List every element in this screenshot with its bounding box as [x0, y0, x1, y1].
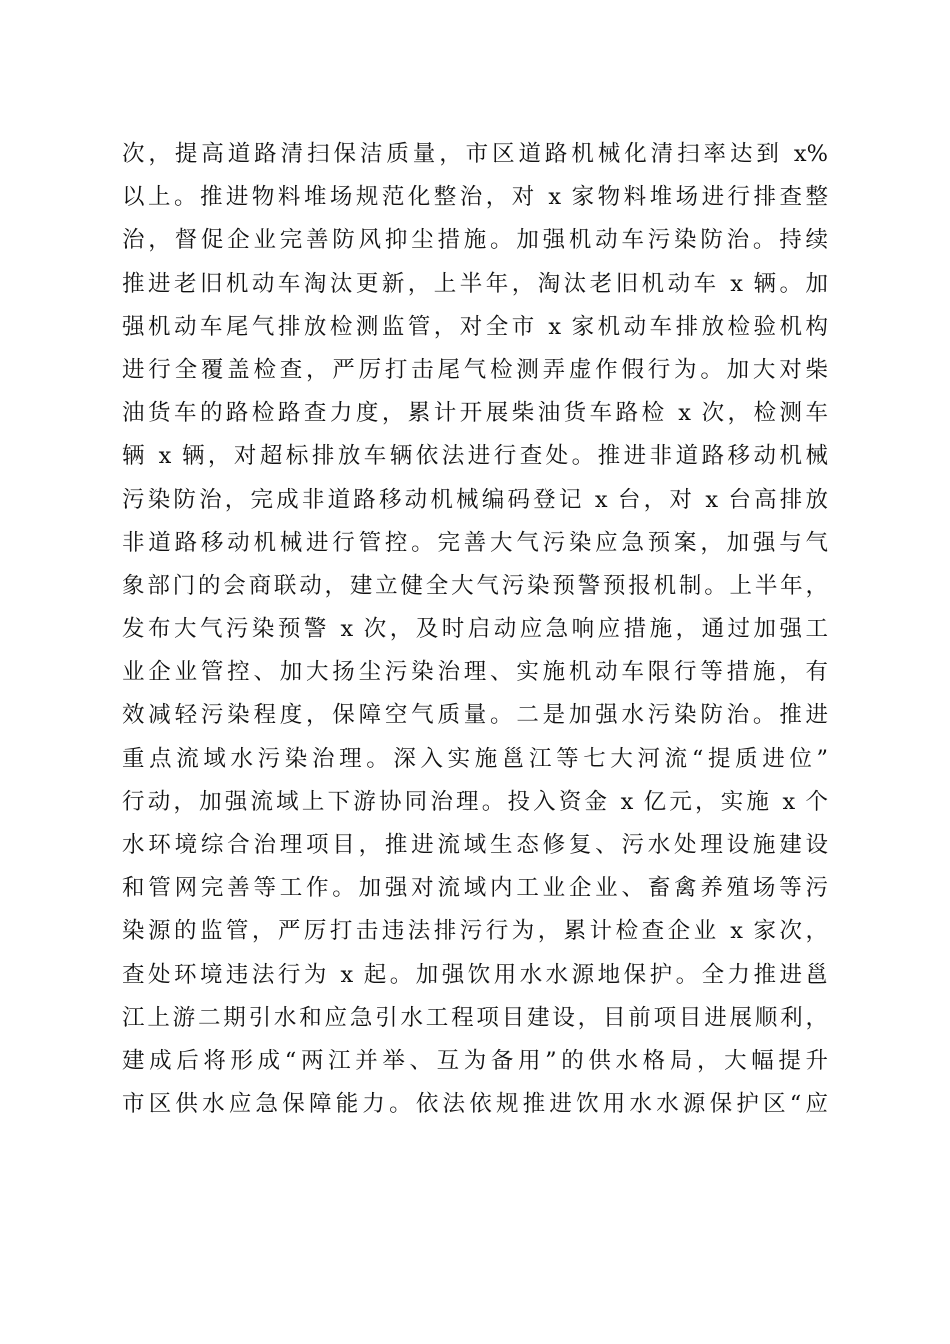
text-line: 查处环境违法行为 x 起。加强饮用水水源地保护。全力推进邕: [122, 961, 828, 988]
text-line: 水环境综合治理项目，推进流域生态修复、污水处理设施建设: [122, 832, 828, 858]
text-line: 非道路移动机械进行管控。完善大气污染应急预案，加强与气: [122, 529, 828, 556]
text-line: 象部门的会商联动，建立健全大气污染预警预报机制。上半年，: [122, 572, 828, 599]
text-line: 以上。推进物料堆场规范化整治，对 x 家物料堆场进行排查整: [122, 184, 828, 211]
text-line: 建成后将形成“两江并举、互为备用”的供水格局，大幅提升: [122, 1047, 828, 1074]
text-line: 污染防治，完成非道路移动机械编码登记 x 台，对 x 台高排放: [122, 486, 828, 513]
text-line: 业企业管控、加大扬尘污染治理、实施机动车限行等措施，有: [122, 659, 828, 686]
text-line: 辆 x 辆，对超标排放车辆依法进行查处。推进非道路移动机械: [122, 443, 828, 470]
text-line: 推进老旧机动车淘汰更新，上半年，淘汰老旧机动车 x 辆。加: [122, 270, 828, 297]
body-text: [122, 133, 828, 1126]
text-line: 强机动车尾气排放检测监管，对全市 x 家机动车排放检验机构: [122, 313, 828, 340]
text-line: 次，提高道路清扫保洁质量，市区道路机械化清扫率达到 x%: [122, 141, 828, 167]
text-line: 染源的监管，严厉打击违法排污行为，累计检查企业 x 家次，: [122, 918, 828, 945]
text-line: 发布大气污染预警 x 次，及时启动应急响应措施，通过加强工: [122, 616, 828, 643]
text-line: 效减轻污染程度，保障空气质量。二是加强水污染防治。推进: [122, 702, 828, 729]
text-line: 进行全覆盖检查，严厉打击尾气检测弄虚作假行为。加大对柴: [122, 356, 828, 383]
text-line: 油货车的路检路查力度，累计开展柴油货车路检 x 次，检测车: [122, 400, 828, 427]
text-line: 江上游二期引水和应急引水工程项目建设，目前项目进展顺利，: [122, 1004, 828, 1031]
text-line: 行动，加强流域上下游协同治理。投入资金 x 亿元，实施 x 个: [122, 788, 828, 815]
text-line: 和管网完善等工作。加强对流域内工业企业、畜禽养殖场等污: [122, 875, 828, 902]
text-line: 市区供水应急保障能力。依法依规推进饮用水水源保护区“应: [122, 1091, 828, 1118]
text-line: 重点流域水污染治理。深入实施邕江等七大河流“提质进位”: [122, 745, 828, 772]
text-line: 治，督促企业完善防风抑尘措施。加强机动车污染防治。持续: [122, 227, 828, 254]
